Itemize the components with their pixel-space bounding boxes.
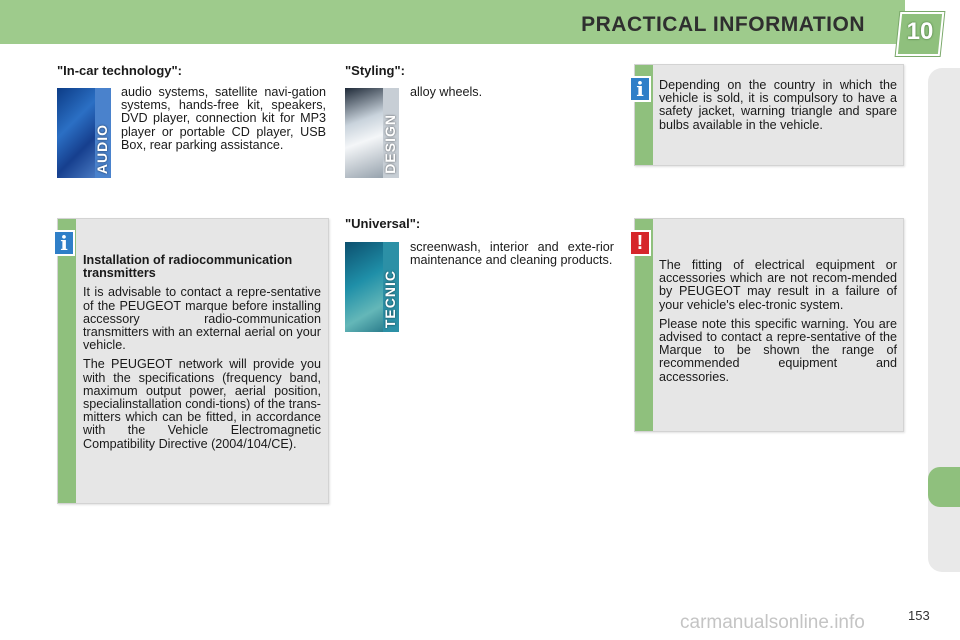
page-title: PRACTICAL INFORMATION — [581, 13, 865, 36]
page-number: 153 — [908, 608, 930, 623]
radio-transmitters-paragraph-2: The PEUGEOT network will provide you with the specifications (frequency band, maximum output power, aerial position, specialinstallation condi-tions) of the trans-mitters which can be fitted, in accordance with the Vehicle Electromagnetic Compatibility Directive (2004/104/CE). — [83, 357, 322, 451]
warning-paragraph-2: Please note this specific warning. You are advised to contact a repre-sentative of the Marque to be shown the range of recommended equipment and accessories. — [659, 316, 897, 384]
audio-image — [57, 88, 111, 178]
chapter-tab[interactable] — [928, 467, 960, 507]
tecnic-image — [345, 242, 399, 332]
warning-paragraph-1: The fitting of electrical equipment or accessories which are not recom-mended by PEUGEOT may result in a failure of your vehicle's elec-tronic system. — [659, 258, 897, 312]
universal-heading: "Universal": — [345, 216, 421, 231]
design-image-label: DESIGN — [382, 114, 398, 174]
universal-text: screenwash, interior and exte-rior maintenance and cleaning products. — [410, 240, 614, 268]
chapter-number: 10 — [906, 18, 934, 45]
audio-image-label: AUDIO — [94, 123, 110, 174]
compulsory-equipment-note — [634, 64, 904, 166]
radio-transmitters-note — [57, 218, 329, 504]
styling-text: alloy wheels. — [410, 85, 483, 99]
electrical-equipment-warning — [634, 218, 904, 432]
note-stripe — [58, 219, 76, 503]
warning-content — [659, 259, 897, 390]
design-image — [345, 88, 399, 178]
radio-transmitters-content — [83, 254, 321, 457]
info-icon: i — [629, 76, 651, 102]
compulsory-equipment-text: Depending on the country in which the vehicle is sold, it is compulsory to have a safety jacket, warning triangle and spare bulbs available in the vehicle. — [659, 78, 897, 132]
in-car-technology-heading: "In-car technology": — [57, 63, 183, 78]
in-car-technology-text: audio systems, satellite navi-gation systems, hands-free kit, speakers, DVD player, connection kit for MP3 player or portable CD player, USB Box, rear parking assistance. — [121, 85, 326, 152]
watermark: carmanualsonline.info — [680, 612, 865, 633]
warning-icon: ! — [629, 230, 651, 256]
info-icon: i — [53, 230, 75, 256]
styling-heading: "Styling": — [345, 63, 405, 78]
radio-transmitters-paragraph-1: It is advisable to contact a repre-sentative of the PEUGEOT marque before installing accessory radio-communication transmitters with an external aerial on your vehicle. — [83, 285, 321, 353]
radio-transmitters-title: Installation of radiocommunication transmitters — [83, 253, 293, 281]
tecnic-image-label: TECNIC — [382, 269, 398, 328]
